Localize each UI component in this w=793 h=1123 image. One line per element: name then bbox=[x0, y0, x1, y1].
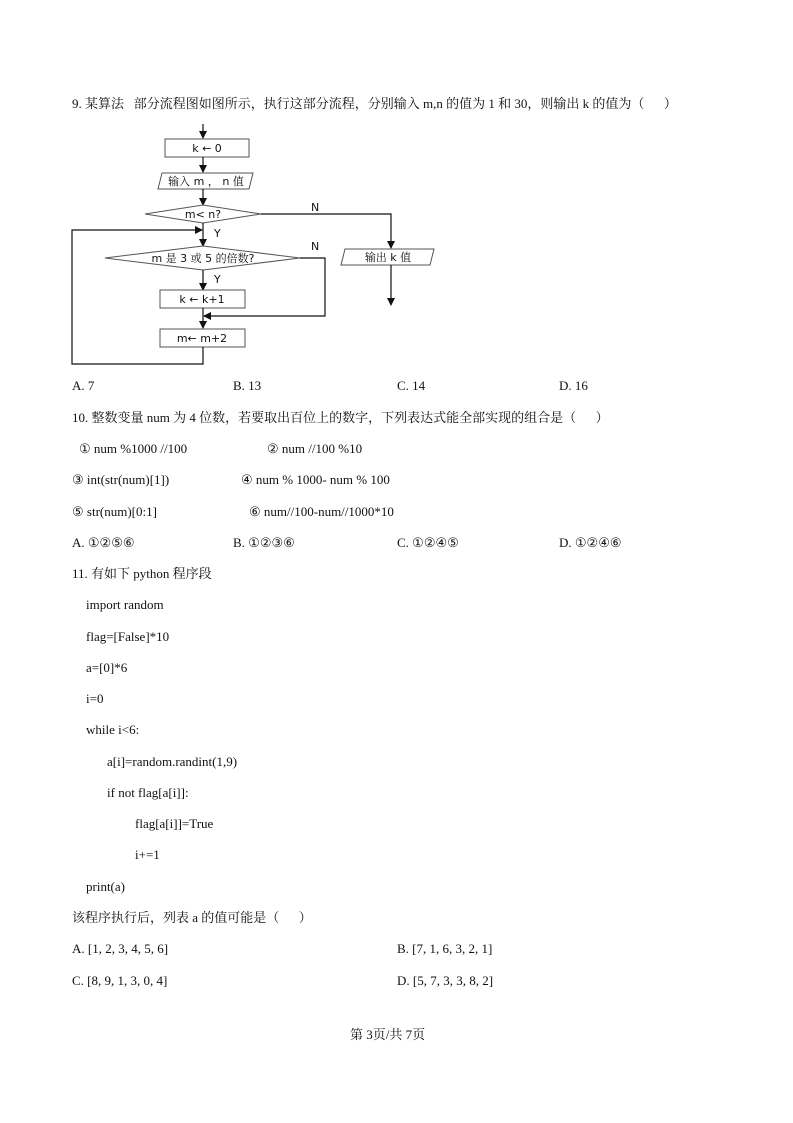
code-line: flag[a[i]]=True bbox=[135, 816, 214, 831]
q10-stem: 10. 整数变量 num 为 4 位数，若要取出百位上的数字，下列表达式能全部实现的组合是（ ） bbox=[72, 410, 609, 425]
q10-expr-4: ④ num % 1000- num % 100 bbox=[241, 472, 390, 487]
flow-step-label: m← m+2 bbox=[176, 332, 228, 345]
code-line: i=0 bbox=[86, 691, 104, 706]
q10-expr-1: ① num %1000 //100 bbox=[79, 441, 188, 456]
flow-cond2-yes: Y bbox=[214, 273, 221, 286]
q10-expr-6: ⑥ num//100-num//1000*10 bbox=[249, 504, 394, 519]
page-footer: 第 3页/共 7页 bbox=[350, 1027, 426, 1042]
q9-option-d: D. 16 bbox=[559, 378, 588, 393]
flow-init-label: k ← 0 bbox=[192, 142, 222, 155]
q9-option-c: C. 14 bbox=[397, 378, 426, 393]
flow-output-label: 输出 k 值 bbox=[364, 251, 412, 264]
code-line: print(a) bbox=[86, 879, 125, 894]
q9-flowchart bbox=[0, 0, 793, 400]
flow-cond1-yes: Y bbox=[214, 227, 221, 240]
q11-question: 该程序执行后，列表 a 的值可能是（ ） bbox=[72, 910, 312, 925]
q9-option-b: B. 13 bbox=[233, 378, 262, 393]
code-line: import random bbox=[86, 597, 164, 612]
code-line: flag=[False]*10 bbox=[86, 629, 170, 644]
q9-option-a: A. 7 bbox=[72, 378, 95, 393]
flow-step-box bbox=[160, 329, 245, 347]
flow-cond1-no: N bbox=[311, 201, 320, 214]
code-line: a[i]=random.randint(1,9) bbox=[107, 754, 238, 769]
code-line: a=[0]*6 bbox=[86, 660, 128, 675]
flow-cond2-no: N bbox=[311, 240, 320, 253]
flow-cond1-diamond bbox=[145, 205, 261, 223]
flow-input-box bbox=[158, 173, 253, 189]
flow-cond1-label: m< n? bbox=[184, 208, 222, 221]
q11-option-c: C. [8, 9, 1, 3, 0, 4] bbox=[72, 973, 168, 988]
q10-option-d: D. ①②④⑥ bbox=[559, 535, 622, 550]
flow-output-box bbox=[341, 249, 434, 265]
q11-option-a: A. [1, 2, 3, 4, 5, 6] bbox=[72, 941, 169, 956]
flow-init-box bbox=[165, 139, 249, 157]
flow-cond2-label: m 是 3 或 5 的倍数? bbox=[151, 252, 255, 265]
flow-inc-box bbox=[160, 290, 245, 308]
q10-expr-5: ⑤ str(num)[0:1] bbox=[72, 504, 157, 519]
flow-cond2-diamond bbox=[105, 246, 300, 270]
q10-expr-3: ③ int(str(num)[1]) bbox=[72, 472, 170, 487]
flow-input-label: 输入 m ， n 值 bbox=[168, 175, 244, 188]
q10-option-b: B. ①②③⑥ bbox=[233, 535, 295, 550]
code-line: while i<6: bbox=[86, 722, 140, 737]
q10-expr-2: ② num //100 %10 bbox=[267, 441, 363, 456]
code-line: if not flag[a[i]]: bbox=[107, 785, 189, 800]
code-line: i+=1 bbox=[135, 847, 160, 862]
q9-stem: 9. 某算法 部分流程图如图所示，执行这部分流程，分别输入 m,n 的值为 1 和 30，则输出 k 的值为（ ） bbox=[72, 96, 677, 111]
q10-option-c: C. ①②④⑤ bbox=[397, 535, 459, 550]
q11-option-b: B. [7, 1, 6, 3, 2, 1] bbox=[397, 941, 493, 956]
flow-inc-label: k ← k+1 bbox=[179, 293, 225, 306]
q11-stem: 11. 有如下 python 程序段 bbox=[72, 566, 212, 581]
q11-option-d: D. [5, 7, 3, 3, 8, 2] bbox=[397, 973, 494, 988]
q10-option-a: A. ①②⑤⑥ bbox=[72, 535, 135, 550]
